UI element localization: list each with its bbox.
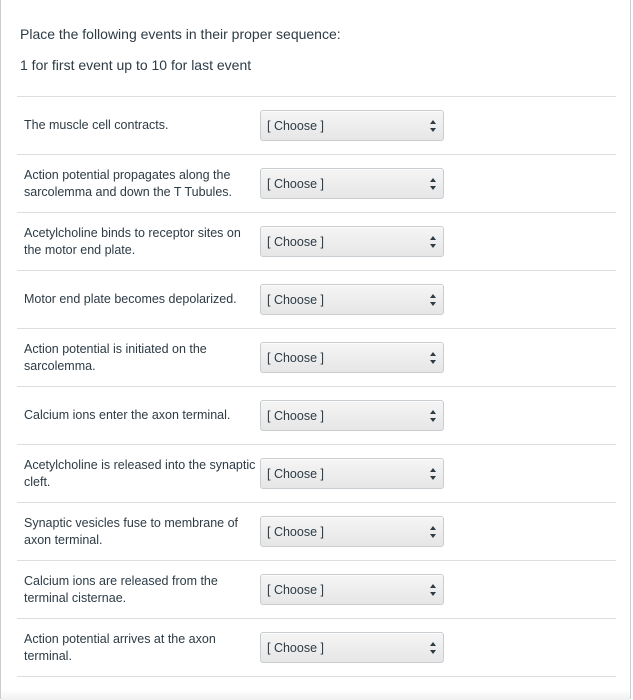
answer-label: The muscle cell contracts. [24, 118, 169, 132]
sequence-select[interactable] [260, 342, 444, 373]
answer-label: Acetylcholine binds to receptor sites on the motor end plate. [24, 225, 241, 257]
sequence-select[interactable] [260, 168, 444, 199]
select-value: [ Choose ] [267, 234, 324, 249]
sequence-select[interactable] [260, 632, 444, 663]
sequence-select[interactable] [260, 574, 444, 605]
matching-answer-list [17, 96, 616, 677]
answer-row [17, 271, 616, 329]
answer-label: Calcium ions enter the axon terminal. [24, 408, 231, 422]
select-value: [ Choose ] [267, 408, 324, 423]
answer-label: Calcium ions are released from the terminal cisternae. [24, 573, 218, 605]
updown-arrows-icon [429, 235, 437, 249]
answer-row [17, 445, 616, 503]
answer-label: Acetylcholine is released into the synaptic cleft. [24, 457, 256, 489]
updown-arrows-icon [429, 119, 437, 133]
panel-bottom-shadow [1, 690, 630, 700]
updown-arrows-icon [429, 351, 437, 365]
select-value: [ Choose ] [267, 524, 324, 539]
updown-arrows-icon [429, 583, 437, 597]
answer-row [17, 561, 616, 619]
answer-row [17, 329, 616, 387]
answer-label: Motor end plate becomes depolarized. [24, 292, 237, 306]
updown-arrows-icon [429, 641, 437, 655]
answer-row [17, 97, 616, 155]
sequence-select[interactable] [260, 458, 444, 489]
sequence-select[interactable] [260, 516, 444, 547]
sequence-select[interactable] [260, 400, 444, 431]
question-prompt-line-2: 1 for first event up to 10 for last event [20, 57, 252, 73]
updown-arrows-icon [429, 177, 437, 191]
answer-row [17, 387, 616, 445]
select-value: [ Choose ] [267, 582, 324, 597]
answer-label: Action potential is initiated on the sarcolemma. [24, 341, 207, 373]
answer-row [17, 213, 616, 271]
answer-row [17, 503, 616, 561]
sequence-select[interactable] [260, 226, 444, 257]
select-value: [ Choose ] [267, 292, 324, 307]
updown-arrows-icon [429, 525, 437, 539]
sequence-select[interactable] [260, 110, 444, 141]
updown-arrows-icon [429, 293, 437, 307]
updown-arrows-icon [429, 467, 437, 481]
updown-arrows-icon [429, 409, 437, 423]
answer-row [17, 155, 616, 213]
question-text [20, 24, 610, 75]
answer-label: Action potential arrives at the axon terminal. [24, 631, 216, 663]
answer-label: Action potential propagates along the sarcolemma and down the T Tubules. [24, 167, 232, 199]
select-value: [ Choose ] [267, 640, 324, 655]
question-prompt-line-1: Place the following events in their proper sequence: [20, 26, 341, 42]
answer-row [17, 619, 616, 677]
select-value: [ Choose ] [267, 350, 324, 365]
select-value: [ Choose ] [267, 118, 324, 133]
answer-label: Synaptic vesicles fuse to membrane of axon terminal. [24, 515, 238, 547]
select-value: [ Choose ] [267, 176, 324, 191]
select-value: [ Choose ] [267, 466, 324, 481]
sequence-select[interactable] [260, 284, 444, 315]
